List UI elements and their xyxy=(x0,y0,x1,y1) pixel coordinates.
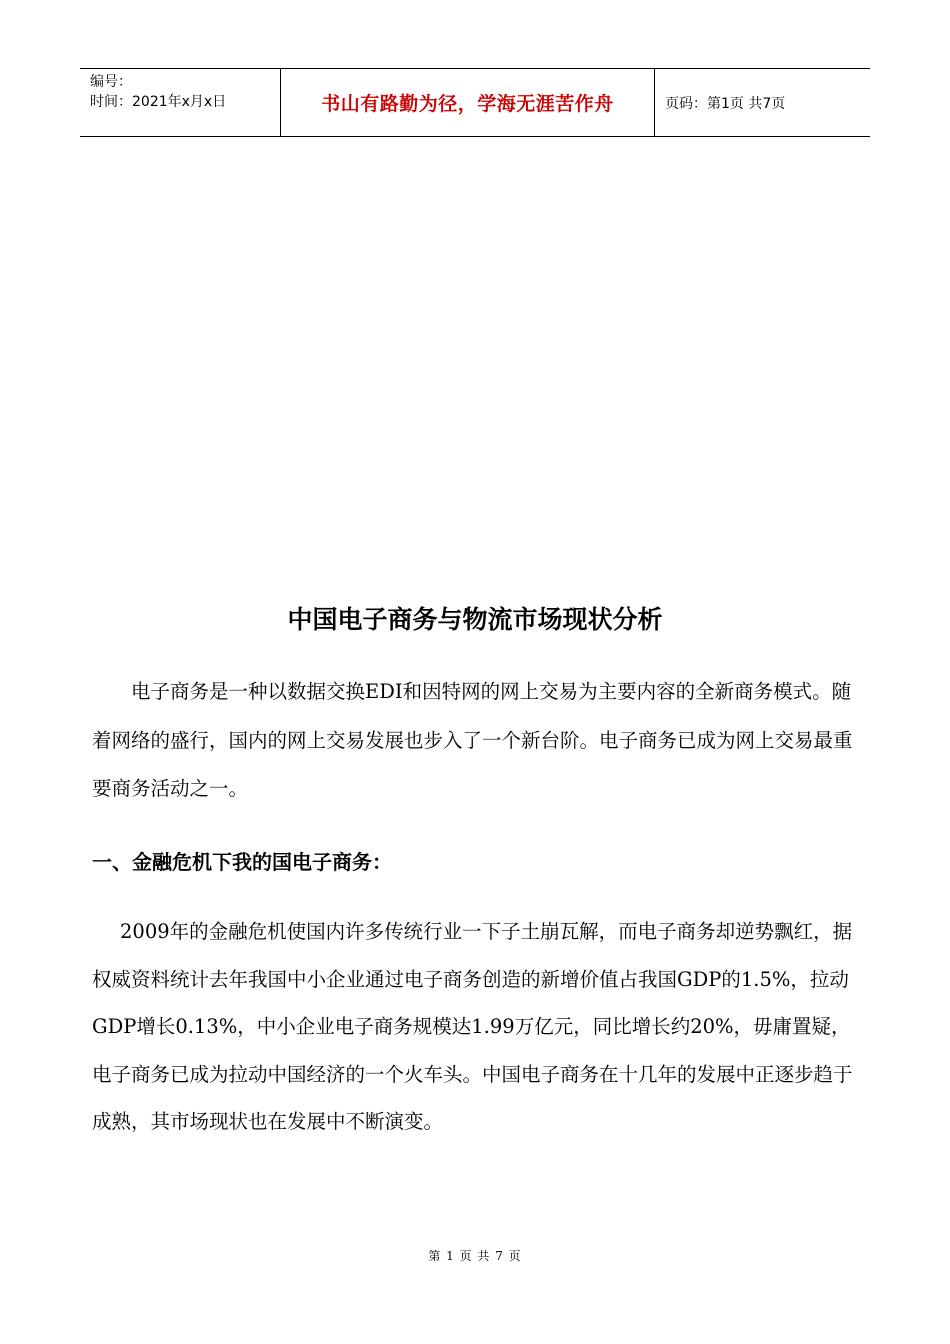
section-paragraph: 2009年的金融危机使国内许多传统行业一下子土崩瓦解，而电子商务却逆势飘红，据权威资料统计去年我国中小企业通过电子商务创造的新增价值占我国GDP的1.5%，拉动GDP增长0.13%，中小企业电子商务规模达1.99万亿元，同比增长约20%，毋庸置疑，电子商务已成为拉动中国经济的一个火车头。中国电子商务在十几年的发展中正逐步趋于成熟，其市场现状也在发展中不断演变。 xyxy=(92,920,853,1133)
header-page-info: 页码：第1页 共7页 xyxy=(665,95,786,112)
header-motto: 书山有路勤为径，学海无涯苦作舟 xyxy=(280,69,655,136)
document-date-label: 时间：2021年x月x日 xyxy=(90,94,227,110)
intro-paragraph: 电子商务是一种以数据交换EDI和因特网的网上交易为主要内容的全新商务模式。随着网络的盛行，国内的网上交易发展也步入了一个新台阶。电子商务已成为网上交易最重要商务活动之一。 xyxy=(92,680,853,800)
header-meta xyxy=(80,69,280,136)
document-title: 中国电子商务与物流市场现状分析 xyxy=(287,605,663,634)
document-number-label: 编号： xyxy=(90,74,132,90)
page-footer: 第 1 页 共 7 页 xyxy=(428,1249,522,1263)
page-header xyxy=(80,68,870,137)
section-heading: 一、金融危机下我的国电子商务： xyxy=(92,850,392,874)
